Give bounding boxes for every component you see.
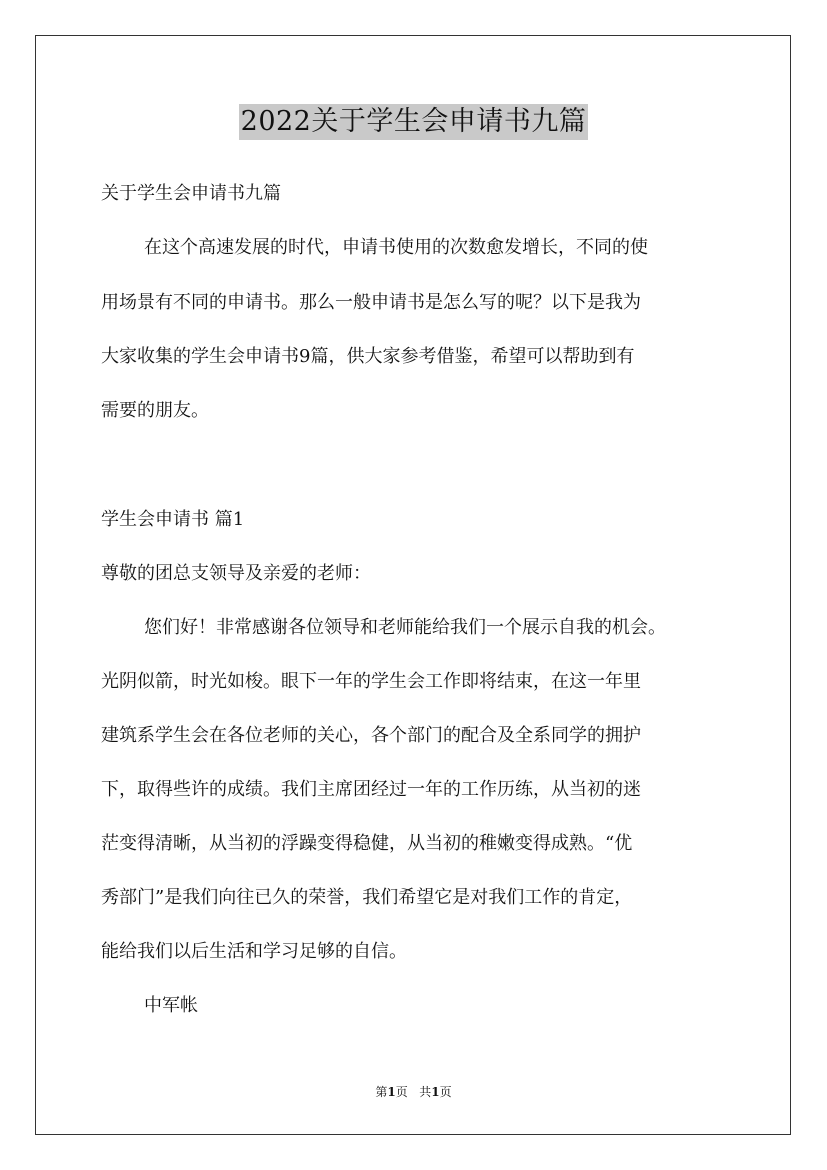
page-footer <box>0 1084 827 1100</box>
body-line: 建筑系学生会在各位老师的关心，各个部门的配合及全系同学的拥护 <box>101 725 641 746</box>
closing-line: 中军帐 <box>144 995 198 1016</box>
document-title: 2022关于学生会申请书九篇 <box>239 104 589 140</box>
body-line: 能给我们以后生活和学习足够的自信。 <box>101 941 407 962</box>
footer-prefix: 第 <box>375 1085 388 1099</box>
footer-page-number: 1 <box>387 1085 396 1099</box>
title-block <box>0 104 827 140</box>
footer-total-pages: 1 <box>431 1085 440 1099</box>
body-line: 茫变得清晰，从当初的浮躁变得稳健，从当初的稚嫩变得成熟。“优 <box>101 833 633 854</box>
intro-line: 在这个高速发展的时代，申请书使用的次数愈发增长，不同的使 <box>144 237 648 258</box>
section-heading: 学生会申请书 篇1 <box>101 509 245 530</box>
salutation: 尊敬的团总支领导及亲爱的老师： <box>101 563 371 584</box>
body-line: 下，取得些许的成绩。我们主席团经过一年的工作历练，从当初的迷 <box>101 779 641 800</box>
body-line: 光阴似箭，时光如梭。眼下一年的学生会工作即将结束，在这一年里 <box>101 671 641 692</box>
intro-line: 用场景有不同的申请书。那么一般申请书是怎么写的呢？以下是我为 <box>101 292 641 313</box>
body-line: 您们好！非常感谢各位领导和老师能给我们一个展示自我的机会。 <box>144 617 666 638</box>
intro-line: 需要的朋友。 <box>101 400 209 421</box>
intro-heading: 关于学生会申请书九篇 <box>101 183 281 204</box>
body-line: 秀部门”是我们向往已久的荣誉，我们希望它是对我们工作的肯定， <box>101 887 633 908</box>
footer-mid: 页 共 <box>395 1085 432 1099</box>
intro-line: 大家收集的学生会申请书9篇，供大家参考借鉴，希望可以帮助到有 <box>101 346 635 367</box>
footer-suffix: 页 <box>439 1085 452 1099</box>
